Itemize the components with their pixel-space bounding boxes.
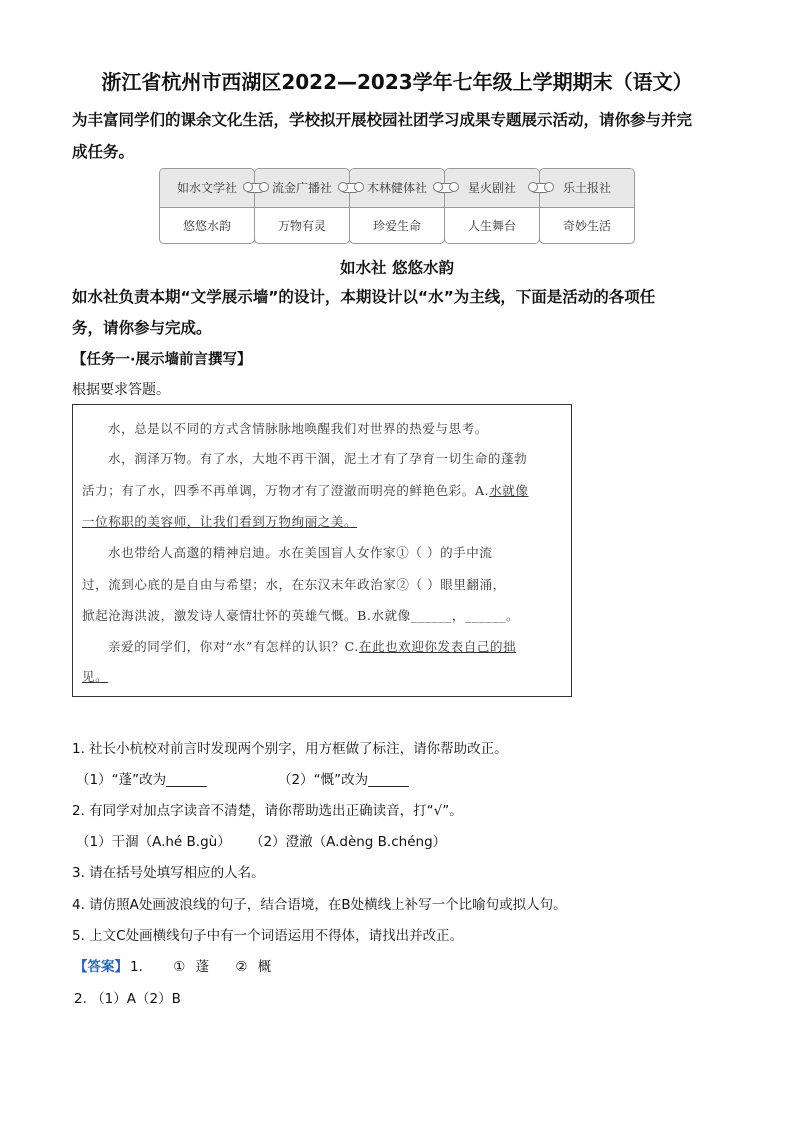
passage-line: 过，流到心底的是自由与希望；水，在东汉末年政治家②（ ）眼里翻涌， [82, 577, 506, 592]
club-card [254, 168, 350, 244]
answer-label: 【答案】 [74, 959, 128, 975]
club-card [349, 168, 445, 244]
passage-line [108, 637, 516, 655]
club-name: 木林健体社 [350, 169, 444, 208]
section-desc-1: 如水社负责本期“文学展示墙”的设计，本期设计以“水”为主线，下面是活动的各项任 [72, 288, 656, 306]
passage-line: 水也带给人高邈的精神启迪。水在美国盲人女作家①（ ）的手中流 [108, 545, 493, 560]
passage-text: 活力；有了水，四季不再单调，万物才有了澄澈而明亮的鲜艳色彩。A. [82, 483, 490, 498]
question-3: 3. 请在括号处填写相应的人名。 [72, 865, 265, 881]
section-desc-2: 务，请你参与完成。 [72, 319, 212, 337]
answer-1-number: 1. [130, 959, 143, 975]
chain-knob-icon [259, 182, 269, 192]
chain-knob-icon [338, 182, 348, 192]
page-title: 浙江省杭州市西湖区2022—2023学年七年级上学期期末（语文） [101, 70, 693, 94]
club-motto: 奇妙生活 [562, 219, 611, 233]
wavy-sentence-a-cont: 一位称职的美容师，让我们看到万物绚丽之美。 [82, 514, 358, 529]
chain-knob-icon [528, 182, 538, 192]
underlined-sentence-c: 在此也欢迎你发表自己的拙 [358, 639, 517, 654]
question-5: 5. 上文C处画横线句子中有一个词语运用不得体，请找出并改正。 [72, 928, 464, 944]
question-1: 1. 社长小杭校对前言时发现两个别字，用方框做了标注，请你帮助改正。 [72, 741, 508, 757]
club-diagram [159, 168, 635, 245]
question-2-part-1: （1）干涸（A.hé B.gù） [76, 834, 231, 850]
section-title: 如水社 悠悠水韵 [340, 259, 454, 277]
wavy-sentence-a: 水就像 [489, 483, 529, 498]
answer-line-2: 2. （1）A（2）B [74, 991, 181, 1007]
club-name: 星火剧社 [445, 169, 539, 208]
chain-knob-icon [544, 182, 554, 192]
intro-line-1: 为丰富同学们的课余文化生活，学校拟开展校园社团学习成果专题展示活动，请你参与并完 [72, 111, 693, 129]
club-card [444, 168, 540, 244]
chain-knob-icon [449, 182, 459, 192]
club-motto: 悠悠水韵 [182, 219, 231, 233]
club-motto: 万物有灵 [277, 219, 326, 233]
question-1-part-2: （2）“慨”改为______ [278, 772, 409, 788]
chain-knob-icon [433, 182, 443, 192]
question-4: 4. 请仿照A处画波浪线的句子，结合语境，在B处横线上补写一个比喻句或拟人句。 [72, 897, 567, 913]
answer-1-value-2: 概 [257, 959, 272, 975]
passage-line [82, 481, 529, 499]
club-name: 流金广播社 [255, 169, 349, 208]
intro-line-2: 成任务。 [72, 143, 135, 161]
question-1-part-1: （1）“蓬”改为______ [76, 772, 207, 788]
chain-knob-icon [243, 182, 253, 192]
club-motto: 人生舞台 [467, 219, 516, 233]
answer-1-marker-1: ① [173, 959, 186, 975]
passage-text: 亲爱的同学们，你对“水”有怎样的认识？C. [108, 639, 359, 654]
passage-line: 掀起沧海洪波，激发诗人豪情壮怀的英雄气慨。B.水就像______，______。 [82, 608, 520, 623]
answer-line-1 [74, 955, 271, 975]
task-instruction: 根据要求答题。 [72, 382, 170, 398]
answer-1-value-1: 蓬 [195, 959, 210, 975]
question-2-part-2: （2）澄澈（A.dèng B.chéng） [250, 834, 447, 850]
question-2: 2. 有同学对加点字读音不清楚，请你帮助选出正确读音，打“√”。 [72, 803, 463, 819]
club-card [539, 168, 635, 244]
club-name: 如水文学社 [160, 169, 254, 208]
club-card [159, 168, 255, 244]
club-motto: 珍爱生命 [372, 219, 421, 233]
club-name: 乐土报社 [540, 169, 634, 208]
answer-1-marker-2: ② [235, 959, 248, 975]
underlined-sentence-c-cont: 见。 [82, 669, 109, 684]
passage-line: 水，总是以不同的方式含情脉脉地唤醒我们对世界的热爱与思考。 [108, 421, 488, 436]
passage-line: 水，润泽万物。有了水，大地不再干涸，泥土才有了孕育一切生命的蓬勃 [108, 451, 528, 466]
chain-knob-icon [354, 182, 364, 192]
task-heading: 【任务一·展示墙前言撰写】 [72, 352, 252, 368]
